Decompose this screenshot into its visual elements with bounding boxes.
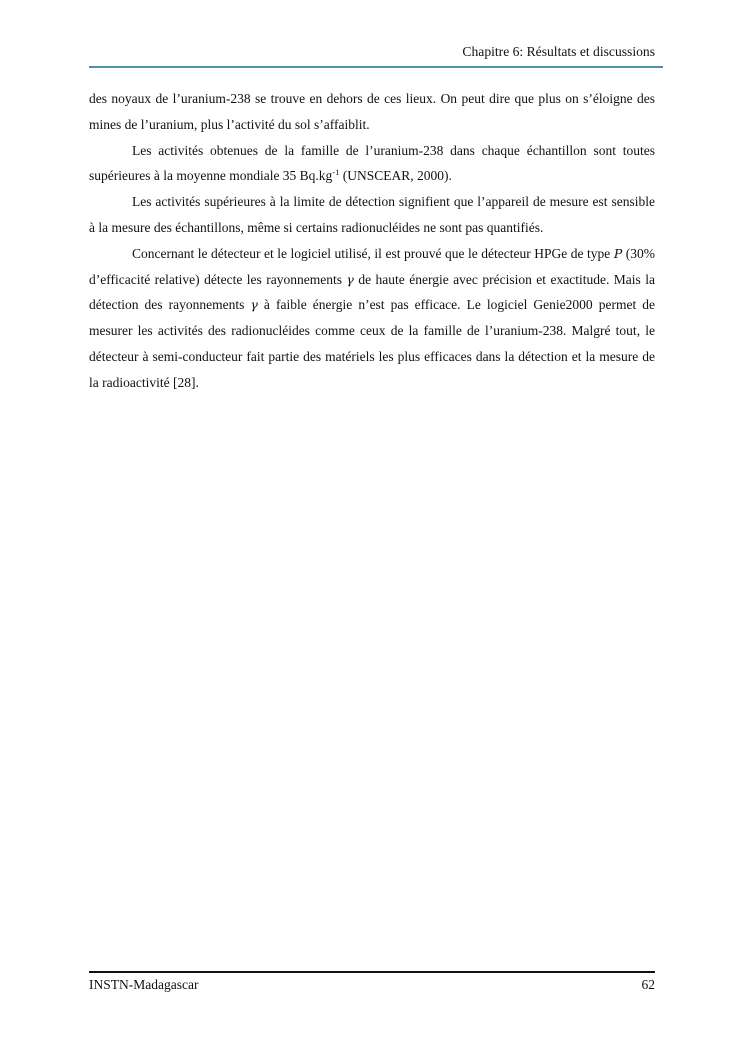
gamma-symbol: γ xyxy=(346,271,354,287)
paragraph-4-text-a: Concernant le détecteur et le logiciel utilisé, il est prouvé que le détecteur HPGe de type xyxy=(132,245,614,261)
exponent: -1 xyxy=(332,167,340,178)
chapter-title: Chapitre 6: Résultats et discussions xyxy=(462,44,655,59)
body-text xyxy=(89,86,655,396)
page-number: 62 xyxy=(641,977,655,992)
math-p-symbol: P xyxy=(613,245,623,261)
paragraph-3: Les activités supérieures à la limite de détection signifient que l’appareil de mesure est sensible à la mesure des échantillons, même si certains radionucléides ne sont pas quantifiés. xyxy=(89,194,655,235)
page-header xyxy=(89,42,663,68)
paragraph-1: des noyaux de l’uranium-238 se trouve en dehors de ces lieux. On peut dire que plus on s’éloigne des mines de l’uranium, plus l’activité du sol s’affaiblit. xyxy=(89,91,655,132)
page-footer xyxy=(89,971,655,993)
paragraph-4-text-b: (30% d’efficacité relative) détecte les rayonnements xyxy=(89,245,655,287)
paragraph-2 xyxy=(89,138,655,190)
paragraph-2-text: Les activités obtenues de la famille de l’uranium-238 dans chaque échantillon sont toutes supérieures à la moyenne mondiale 35 Bq.kg xyxy=(89,142,655,184)
paragraph-2-citation: (UNSCEAR, 2000). xyxy=(339,168,452,184)
paragraph-4-text-d: à faible énergie n’est pas efficace. Le logiciel Genie2000 permet de mesurer les activités des radionucléides comme ceux de la famille de l’uranium-238. Malgré tout, le détecteur à semi-conducteur fait partie des matériels les plus efficaces dans la détection et la mesure de la radioactivité [28]. xyxy=(89,297,655,390)
institution-name: INSTN-Madagascar xyxy=(89,977,199,992)
gamma-symbol: γ xyxy=(250,297,258,313)
paragraph-4-text-c: de haute énergie avec précision et exactitude. Mais la détection des rayonnements xyxy=(89,271,655,313)
paragraph-4 xyxy=(89,241,655,396)
